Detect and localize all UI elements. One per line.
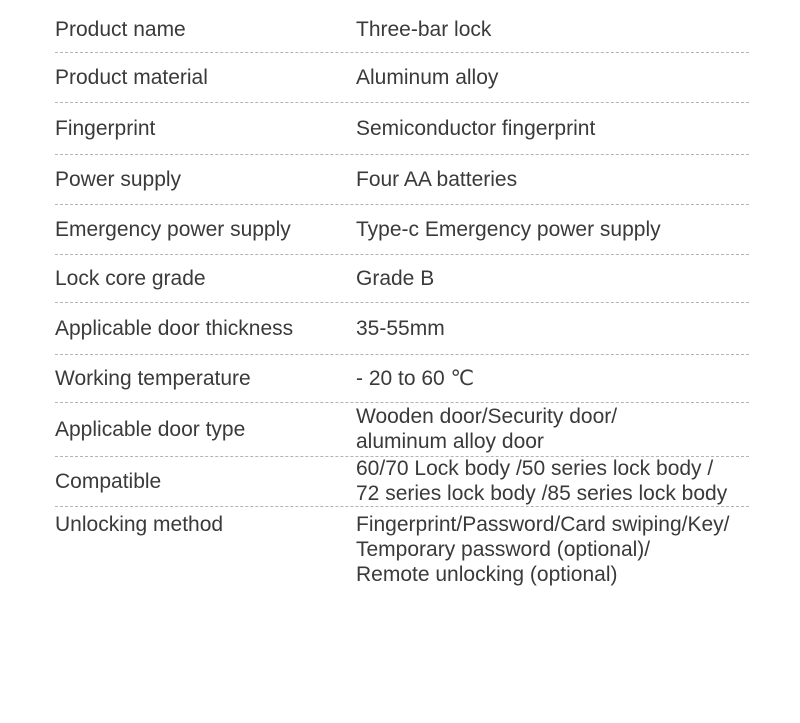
spec-label-text: Power supply [55,167,182,191]
spec-value-line: Four AA batteries [356,167,518,191]
spec-value [356,354,766,402]
spec-label-text: Unlocking method [55,513,224,536]
spec-label [55,456,345,506]
spec-value [356,204,766,254]
spec-label [55,254,345,302]
spec-label [55,52,345,102]
spec-label-text: Product name [55,17,186,41]
spec-row [55,402,749,457]
spec-row [55,154,749,205]
spec-value-line: Remote unlocking (optional) [356,563,618,586]
spec-label [55,102,345,154]
spec-value [356,254,766,302]
spec-label [55,402,345,456]
spec-row [55,52,749,103]
spec-label-text: Working temperature [55,366,251,390]
spec-label-text: Lock core grade [55,266,206,290]
spec-label-text: Fingerprint [55,116,156,140]
spec-row [55,302,749,355]
spec-row [55,6,749,53]
spec-value [356,456,766,506]
spec-value-line: Type-c Emergency power supply [356,217,661,241]
spec-label [55,302,345,354]
spec-row [55,456,749,507]
spec-value-line: aluminum alloy door [356,430,544,453]
spec-value [356,6,766,52]
spec-label [55,204,345,254]
spec-label-text: Applicable door thickness [55,316,294,340]
spec-value-line: Temporary password (optional)/ [356,538,651,561]
spec-value [356,102,766,154]
spec-value [356,52,766,102]
spec-row [55,102,749,155]
spec-label [55,154,345,204]
spec-row [55,204,749,255]
spec-row [55,254,749,303]
spec-value-line: 60/70 Lock body /50 series lock body / [356,457,714,480]
spec-value-line: Wooden door/Security door/ [356,405,618,428]
spec-label-text: Applicable door type [55,417,246,441]
spec-value [356,402,766,456]
spec-label-text: Product material [55,65,208,89]
spec-label-text: Compatible [55,469,162,493]
spec-label [55,506,345,596]
spec-label [55,354,345,402]
spec-value-line: 35-55mm [356,316,445,340]
spec-value-line: Three-bar lock [356,17,492,41]
spec-value-line: Aluminum alloy [356,65,499,89]
spec-value-line: Grade B [356,266,435,290]
spec-value-line: Fingerprint/Password/Card swiping/Key/ [356,513,730,536]
spec-value [356,506,766,596]
spec-row [55,354,749,403]
spec-value-line: 72 series lock body /85 series lock body [356,482,728,505]
spec-label-text: Emergency power supply [55,217,291,241]
spec-value-line: - 20 to 60 ℃ [356,366,475,390]
spec-value [356,154,766,204]
spec-value [356,302,766,354]
spec-row [55,506,749,596]
spec-value-line: Semiconductor fingerprint [356,116,596,140]
spec-label [55,6,345,52]
